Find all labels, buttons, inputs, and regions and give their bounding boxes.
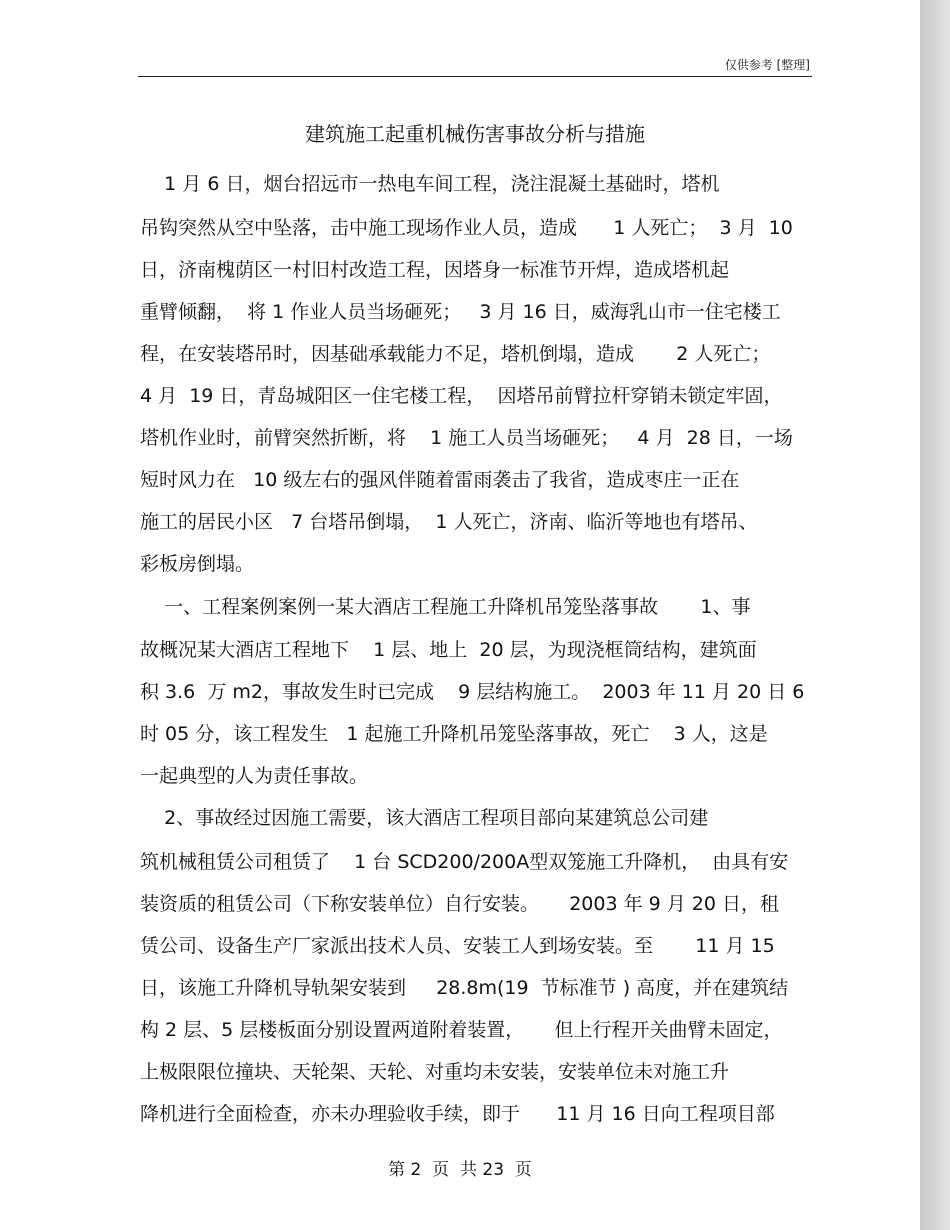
body-text-line: 4 月 19 日，青岛城阳区一住宅楼工程， 因塔吊前臂拉杆穿销未锁定牢固， — [140, 385, 783, 407]
page-footer: 第 2 页 共 23 页 — [388, 1160, 532, 1180]
body-text-line: 短时风力在 10 级左右的强风伴随着雷雨袭击了我省，造成枣庄一正在 — [140, 469, 740, 491]
body-text-line: 重臂倾翻， 将 1 作业人员当场砸死； 3 月 16 日，威海乳山市一住宅楼工 — [140, 301, 781, 323]
header-note: 仅供参考 [整理] — [724, 58, 810, 72]
body-text-line: 构 2 层、5 层楼板面分别设置两道附着装置， 但上行程开关曲臂未固定， — [140, 1019, 783, 1041]
body-text-line: 赁公司、设备生产厂家派出技术人员、安装工人到场安装。至 11 月 15 — [140, 935, 775, 957]
page-edge-shadow — [920, 0, 950, 1230]
body-text-line: 上极限限位撞块、天轮架、天轮、对重均未安装，安装单位未对施工升 — [140, 1061, 730, 1083]
body-text-line: 时 05 分，该工程发生 1 起施工升降机吊笼坠落事故，死亡 3 人，这是 — [140, 723, 768, 745]
body-text-line: 施工的居民小区 7 台塔吊倒塌， 1 人死亡，济南、临沂等地也有塔吊、 — [140, 511, 758, 533]
body-text-line: 程，在安装塔吊时，因基础承载能力不足，塔机倒塌，造成 2 人死亡； — [140, 343, 771, 365]
body-text-line: 1 月 6 日，烟台招远市一热电车间工程，浇注混凝土基础时，塔机 — [140, 173, 720, 195]
document-title: 建筑施工起重机械伤害事故分析与措施 — [305, 122, 645, 146]
body-text-line: 吊钩突然从空中坠落，击中施工现场作业人员，造成 1 人死亡； 3 月 10 — [140, 217, 793, 239]
header-divider — [138, 76, 812, 77]
body-text-line: 降机进行全面检查，亦未办理验收手续，即于 11 月 16 日向工程项目部 — [140, 1103, 775, 1125]
body-text-line: 一起典型的人为责任事故。 — [140, 765, 369, 787]
body-text-line: 塔机作业时，前臂突然折断，将 1 施工人员当场砸死； 4 月 28 日，一场 — [140, 427, 793, 449]
body-text-line: 日，该施工升降机导轨架安装到 28.8m(19 节标准节 ) 高度，并在建筑结 — [140, 977, 789, 999]
body-text-line: 积 3.6 万 m2，事故发生时已完成 9 层结构施工。 2003 年 11 月 20 日 6 — [140, 681, 805, 703]
body-text-line: 日，济南槐荫区一村旧村改造工程，因塔身一标准节开焊，造成塔机起 — [140, 259, 730, 281]
body-text-line: 故概况某大酒店工程地下 1 层、地上 20 层，为现浇框筒结构，建筑面 — [140, 639, 757, 661]
body-text-line: 彩板房倒塌。 — [140, 553, 255, 575]
body-text-line: 2、事故经过因施工需要，该大酒店工程项目部向某建筑总公司建 — [140, 807, 709, 829]
body-text-line: 装资质的租赁公司（下称安装单位）自行安装。 2003 年 9 月 20 日，租 — [140, 893, 780, 915]
body-text-line: 筑机械租赁公司租赁了 1 台 SCD200/200A型双笼施工升降机， 由具有安 — [140, 851, 789, 873]
body-text-line: 一、工程案例案例一某大酒店工程施工升降机吊笼坠落事故 1、事 — [140, 596, 751, 618]
